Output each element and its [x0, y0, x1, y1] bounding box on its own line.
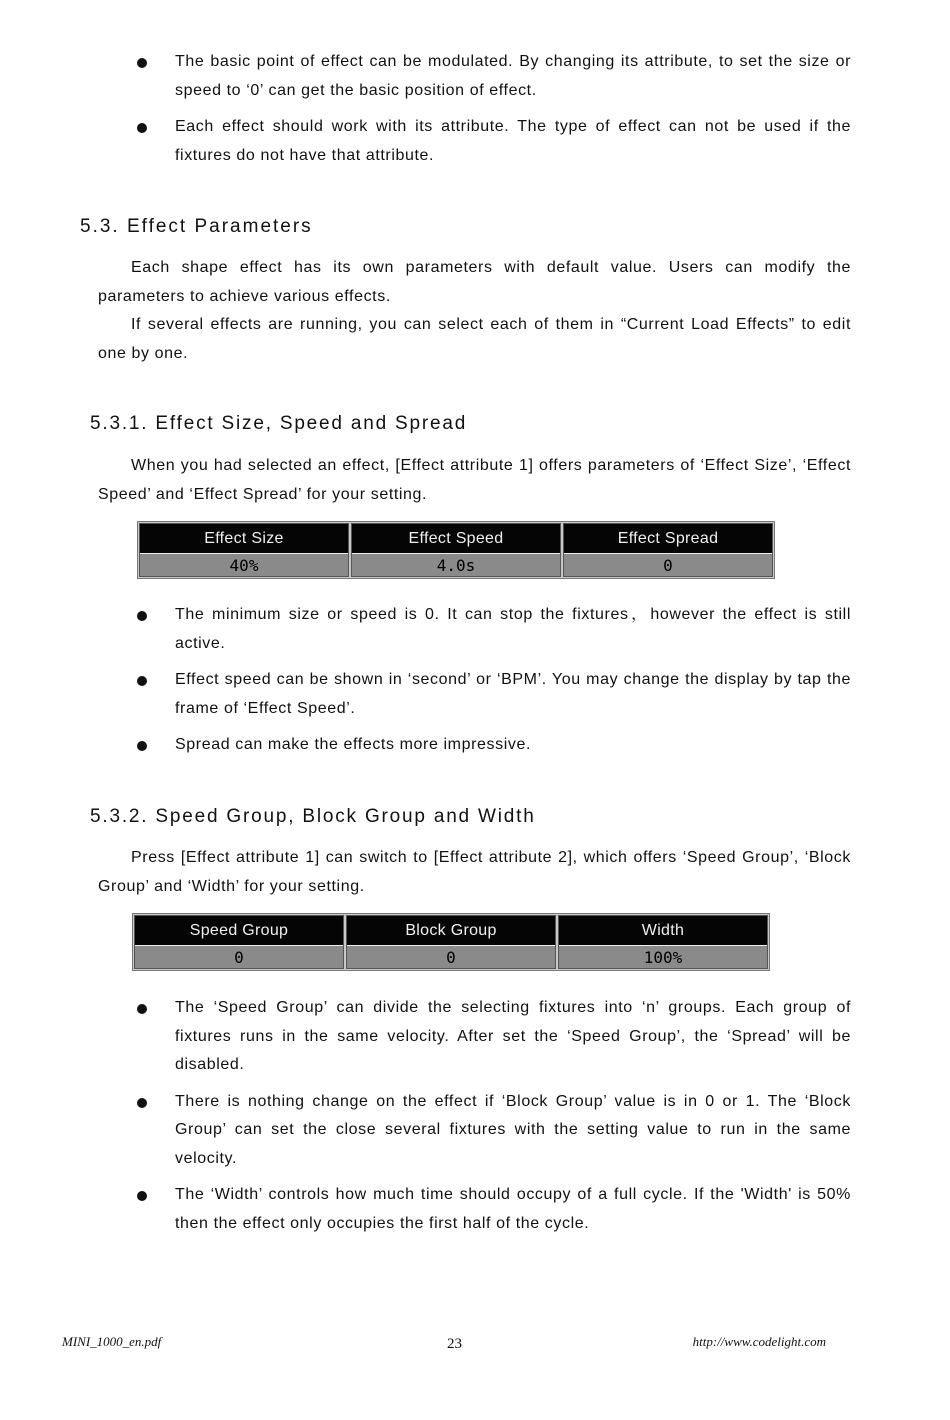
- section-paragraph: Press [Effect attribute 1] can switch to [Effect attribute 2], which offers ‘Speed Group’, ‘Block Group’ and ‘Width’ for your setting.: [98, 849, 851, 895]
- effect-spread-field[interactable]: [563, 523, 773, 577]
- bullet-icon: [137, 58, 147, 68]
- effect-attribute-1-panel: [137, 521, 775, 579]
- bullet-icon: [137, 123, 147, 133]
- list-item: Spread can make the effects more impressive.: [135, 731, 851, 760]
- field-value: 4.0s: [352, 553, 560, 576]
- list-item: The ‘Speed Group’ can divide the selecting fixtures into ‘n’ groups. Each group of fixtures runs in the same velocity. After set the ‘Speed Group’, the ‘Spread’ will be disabled.: [135, 994, 851, 1080]
- section-paragraph: When you had selected an effect, [Effect attribute 1] offers parameters of ‘Effect Size’, ‘Effect Speed’ and ‘Effect Spread’ for your setting.: [98, 457, 851, 503]
- list-item: Effect speed can be shown in ‘second’ or ‘BPM’. You may change the display by tap the frame of ‘Effect Speed’.: [135, 666, 851, 723]
- bullet-icon: [137, 1191, 147, 1201]
- section-paragraph: If several effects are running, you can select each of them in “Current Load Effects” to edit one by one.: [98, 316, 851, 362]
- field-value: 0: [135, 945, 343, 968]
- field-value: 40%: [140, 553, 348, 576]
- list-item: The basic point of effect can be modulated. By changing its attribute, to set the size or speed to ‘0’ can get the basic position of effect.: [135, 48, 851, 105]
- width-field[interactable]: [558, 915, 768, 969]
- list-item: There is nothing change on the effect if ‘Block Group’ value is in 0 or 1. The ‘Block Group’ can set the close several fixtures with the setting value to run in the same velocity.: [135, 1088, 851, 1174]
- footer-filename: MINI_1000_en.pdf: [62, 1334, 162, 1349]
- list-item: Each effect should work with its attribute. The type of effect can not be used if the fixtures do not have that attribute.: [135, 113, 851, 170]
- footer-url: http://www.codelight.com: [692, 1334, 826, 1349]
- bullet-icon: [137, 1098, 147, 1108]
- field-title: Effect Size: [140, 524, 348, 553]
- speed-group-field[interactable]: [134, 915, 344, 969]
- field-title: Effect Speed: [352, 524, 560, 553]
- bullet-icon: [137, 676, 147, 686]
- section-heading-5-3-1: 5.3.1. Effect Size, Speed and Spread: [90, 413, 468, 434]
- field-value: 0: [564, 553, 772, 576]
- field-title: Width: [559, 916, 767, 945]
- top-bullet-list: [135, 48, 851, 170]
- bullet-icon: [137, 1004, 147, 1014]
- page-number: 23: [447, 1336, 462, 1352]
- field-title: Speed Group: [135, 916, 343, 945]
- field-title: Effect Spread: [564, 524, 772, 553]
- bullet-icon: [137, 611, 147, 621]
- effect-speed-field[interactable]: [351, 523, 561, 577]
- field-title: Block Group: [347, 916, 555, 945]
- effect-size-field[interactable]: [139, 523, 349, 577]
- list-item: The ‘Width’ controls how much time should occupy of a full cycle. If the 'Width' is 50% then the effect only occupies the first half of the cycle.: [135, 1181, 851, 1238]
- section-heading-5-3-2: 5.3.2. Speed Group, Block Group and Width: [90, 806, 536, 827]
- section-paragraph: Each shape effect has its own parameters with default value. Users can modify the parameters to achieve various effects.: [98, 259, 851, 305]
- block-group-field[interactable]: [346, 915, 556, 969]
- section-heading-5-3: 5.3. Effect Parameters: [80, 216, 313, 237]
- section-5-3-1-bullet-list: [135, 601, 851, 760]
- field-value: 100%: [559, 945, 767, 968]
- section-5-3-2-bullet-list: [135, 994, 851, 1238]
- effect-attribute-2-panel: [132, 913, 770, 971]
- field-value: 0: [347, 945, 555, 968]
- list-item: The minimum size or speed is 0. It can stop the fixtures，however the effect is still active.: [135, 601, 851, 658]
- bullet-icon: [137, 741, 147, 751]
